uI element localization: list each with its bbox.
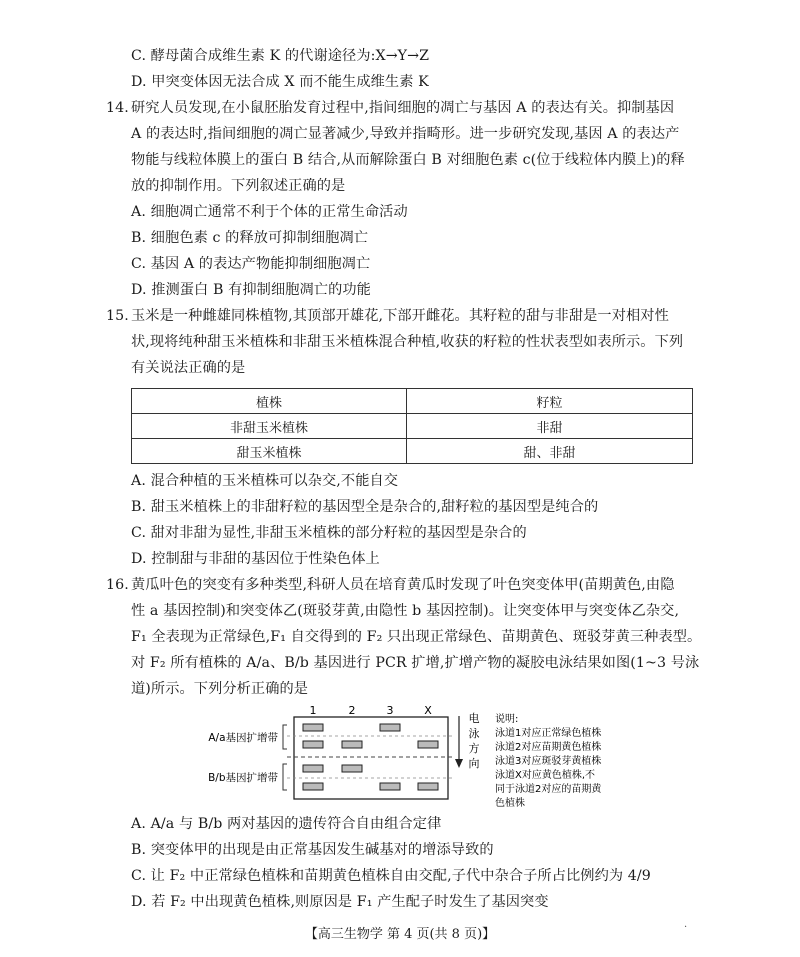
- direction-label: 电: [468, 712, 480, 725]
- gel-band: [303, 765, 323, 772]
- q15-number: 15.: [106, 308, 129, 324]
- q14-option-c: C. 基因 A 的表达产物能抑制细胞凋亡: [131, 256, 371, 272]
- table-cell: 甜玉米植株: [132, 439, 407, 464]
- lane-label: 2: [348, 704, 356, 717]
- q15-option-b: B. 甜玉米植株上的非甜籽粒的基因型全是杂合的,甜籽粒的基因型是纯合的: [131, 499, 599, 515]
- bracket-a: [283, 725, 287, 749]
- legend-line: 泳道1对应正常绿色植株: [495, 728, 602, 739]
- gel-band: [380, 724, 400, 731]
- legend-line: 同于泳道2对应的苗期黄: [495, 784, 602, 795]
- corner-mark: ·: [684, 922, 688, 933]
- gel-band: [303, 741, 323, 748]
- table-header-cell: 植株: [132, 389, 407, 414]
- q14-stem-line: 物能与线粒体膜上的蛋白 B 结合,从而解除蛋白 B 对细胞色素 c(位于线粒体内膜上)的释: [131, 152, 685, 168]
- q14-option-b: B. 细胞色素 c 的释放可抑制细胞凋亡: [131, 230, 369, 246]
- q15-option-d: D. 控制甜与非甜的基因位于性染色体上: [131, 551, 380, 567]
- legend-line: 泳道2对应苗期黄色植株: [495, 742, 602, 753]
- lane-label: X: [424, 704, 432, 717]
- q15-option-c: C. 甜对非甜为显性,非甜玉米植株的部分籽粒的基因型是杂合的: [131, 525, 527, 541]
- q15-stem-line: 有关说法正确的是: [131, 360, 246, 376]
- q13-option-d: D. 甲突变体因无法合成 X 而不能生成维生素 K: [131, 74, 429, 90]
- table-cell: 非甜玉米植株: [132, 414, 407, 439]
- row-label-bb: B/b基因扩增带: [208, 772, 278, 784]
- table-cell: 甜、非甜: [407, 439, 693, 464]
- q15-option-a: A. 混合种植的玉米植株可以杂交,不能自交: [131, 473, 399, 489]
- q16-option-a: A. A/a 与 B/b 两对基因的遗传符合自由组合定律: [131, 816, 442, 832]
- row-label-aa: A/a基因扩增带: [208, 732, 278, 744]
- page-footer: 【高三生物学 第 4 页(共 8 页)】: [304, 927, 496, 942]
- q15-stem-line: 状,现将纯种甜玉米植株和非甜玉米植株混合种植,收获的籽粒的性状表型如表所示。下列: [131, 334, 684, 350]
- bracket-b: [283, 764, 287, 790]
- direction-label: 泳: [468, 727, 480, 740]
- q16-stem-line: F₁ 全表现为正常绿色,F₁ 自交得到的 F₂ 只出现正常绿色、苗期黄色、斑驳芽黄三种表型。: [131, 629, 702, 645]
- q14-number: 14.: [106, 100, 129, 116]
- q16-option-d: D. 若 F₂ 中出现黄色植株,则原因是 F₁ 产生配子时发生了基因突变: [131, 894, 549, 910]
- legend-line: 色植株: [495, 798, 525, 809]
- gel-band: [418, 783, 438, 790]
- gel-band: [380, 783, 400, 790]
- legend-line: 泳道3对应斑驳芽黄植株: [495, 756, 602, 767]
- legend-line: 泳道X对应黄色植株,不: [495, 770, 596, 781]
- gel-band: [303, 724, 323, 731]
- q13-option-c: C. 酵母菌合成维生素 K 的代谢途径为:X→Y→Z: [131, 48, 430, 64]
- q16-option-c: C. 让 F₂ 中正常绿色植株和苗期黄色植株自由交配,子代中杂合子所占比例约为 4/9: [131, 868, 651, 884]
- lane-label: 1: [309, 704, 317, 717]
- gel-band: [303, 783, 323, 790]
- q14-option-a: A. 细胞凋亡通常不利于个体的正常生命活动: [131, 204, 408, 220]
- q14-option-d: D. 推测蛋白 B 有抑制细胞凋亡的功能: [131, 282, 371, 298]
- direction-label: 方: [468, 742, 480, 755]
- q14-stem-line: 放的抑制作用。下列叙述正确的是: [131, 178, 346, 194]
- q16-number: 16.: [106, 577, 129, 593]
- q14-stem-line: 研究人员发现,在小鼠胚胎发育过程中,指间细胞的凋亡与基因 A 的表达有关。抑制基因: [131, 100, 675, 116]
- legend-line: 说明:: [495, 714, 519, 725]
- q16-stem-line: 性 a 基因控制)和突变体乙(斑驳芽黄,由隐性 b 基因控制)。让突变体甲与突变体乙杂交,: [131, 603, 680, 619]
- gel-band: [342, 765, 362, 772]
- gel-band: [342, 741, 362, 748]
- q16-stem-line: 道)所示。下列分析正确的是: [131, 681, 309, 697]
- table-header-cell: 籽粒: [407, 389, 693, 414]
- q14-stem-line: A 的表达时,指间细胞的凋亡显著减少,导致并指畸形。进一步研究发现,基因 A 的表达产: [131, 126, 680, 142]
- table-cell: 非甜: [407, 414, 693, 439]
- lane-label: 3: [386, 704, 394, 717]
- q16-option-b: B. 突变体甲的出现是由正常基因发生碱基对的增添导致的: [131, 842, 494, 858]
- q16-stem-line: 黄瓜叶色的突变有多种类型,科研人员在培育黄瓜时发现了叶色突变体甲(苗期黄色,由隐: [131, 577, 675, 593]
- gel-band: [418, 741, 438, 748]
- direction-label: 向: [468, 757, 480, 770]
- arrow-head-icon: [455, 759, 463, 768]
- q15-stem-line: 玉米是一种雌雄同株植物,其顶部开雄花,下部开雌花。其籽粒的甜与非甜是一对相对性: [131, 308, 669, 324]
- q16-stem-line: 对 F₂ 所有植株的 A/a、B/b 基因进行 PCR 扩增,扩增产物的凝胶电泳结果如图(1~3 号泳: [131, 655, 700, 671]
